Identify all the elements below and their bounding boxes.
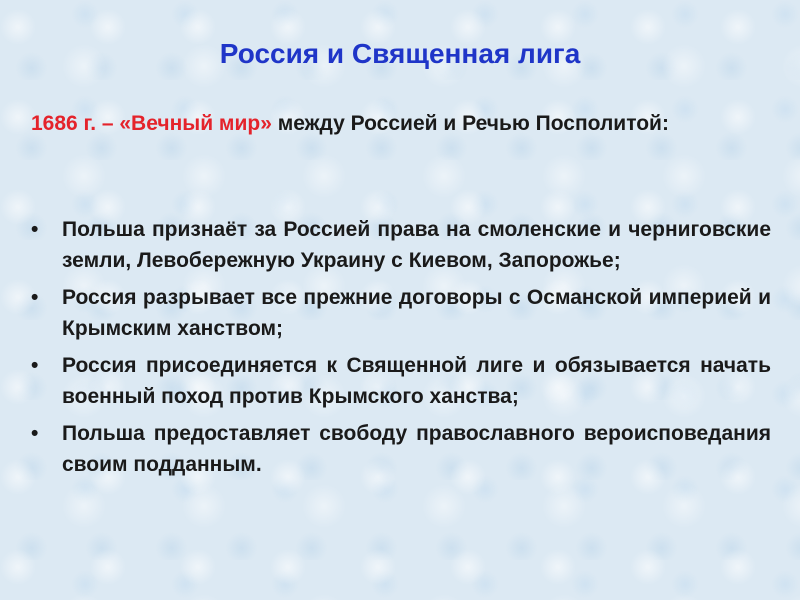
list-item <box>31 282 771 344</box>
intro-rest: между Россией и Речью Посполитой: <box>271 112 669 135</box>
list-item <box>31 214 771 276</box>
bullet-text: Россия разрывает все прежние договоры с Османской империей и Крымским ханством; <box>62 286 771 340</box>
bullet-dot-icon: • <box>31 218 39 241</box>
bullet-text: Польша признаёт за Россией права на смоленские и черниговские земли, Левобережную Украину с Киевом, Запорожье; <box>62 218 771 272</box>
list-item <box>31 350 771 412</box>
intro-paragraph <box>31 108 761 139</box>
bullet-text: Польша предоставляет свободу православного вероисповедания своим подданным. <box>62 422 771 476</box>
intro-lead-date: 1686 г. – «Вечный мир» <box>31 112 272 135</box>
list-item <box>31 418 771 480</box>
bullet-text: Россия присоединяется к Священной лиге и обязывается начать военный поход против Крымского ханства; <box>62 354 771 408</box>
bullet-dot-icon: • <box>31 354 39 377</box>
slide-title: Россия и Священная лига <box>219 38 581 69</box>
bullet-dot-icon: • <box>31 286 39 309</box>
bullet-dot-icon: • <box>31 422 39 445</box>
bullet-list <box>31 214 771 486</box>
